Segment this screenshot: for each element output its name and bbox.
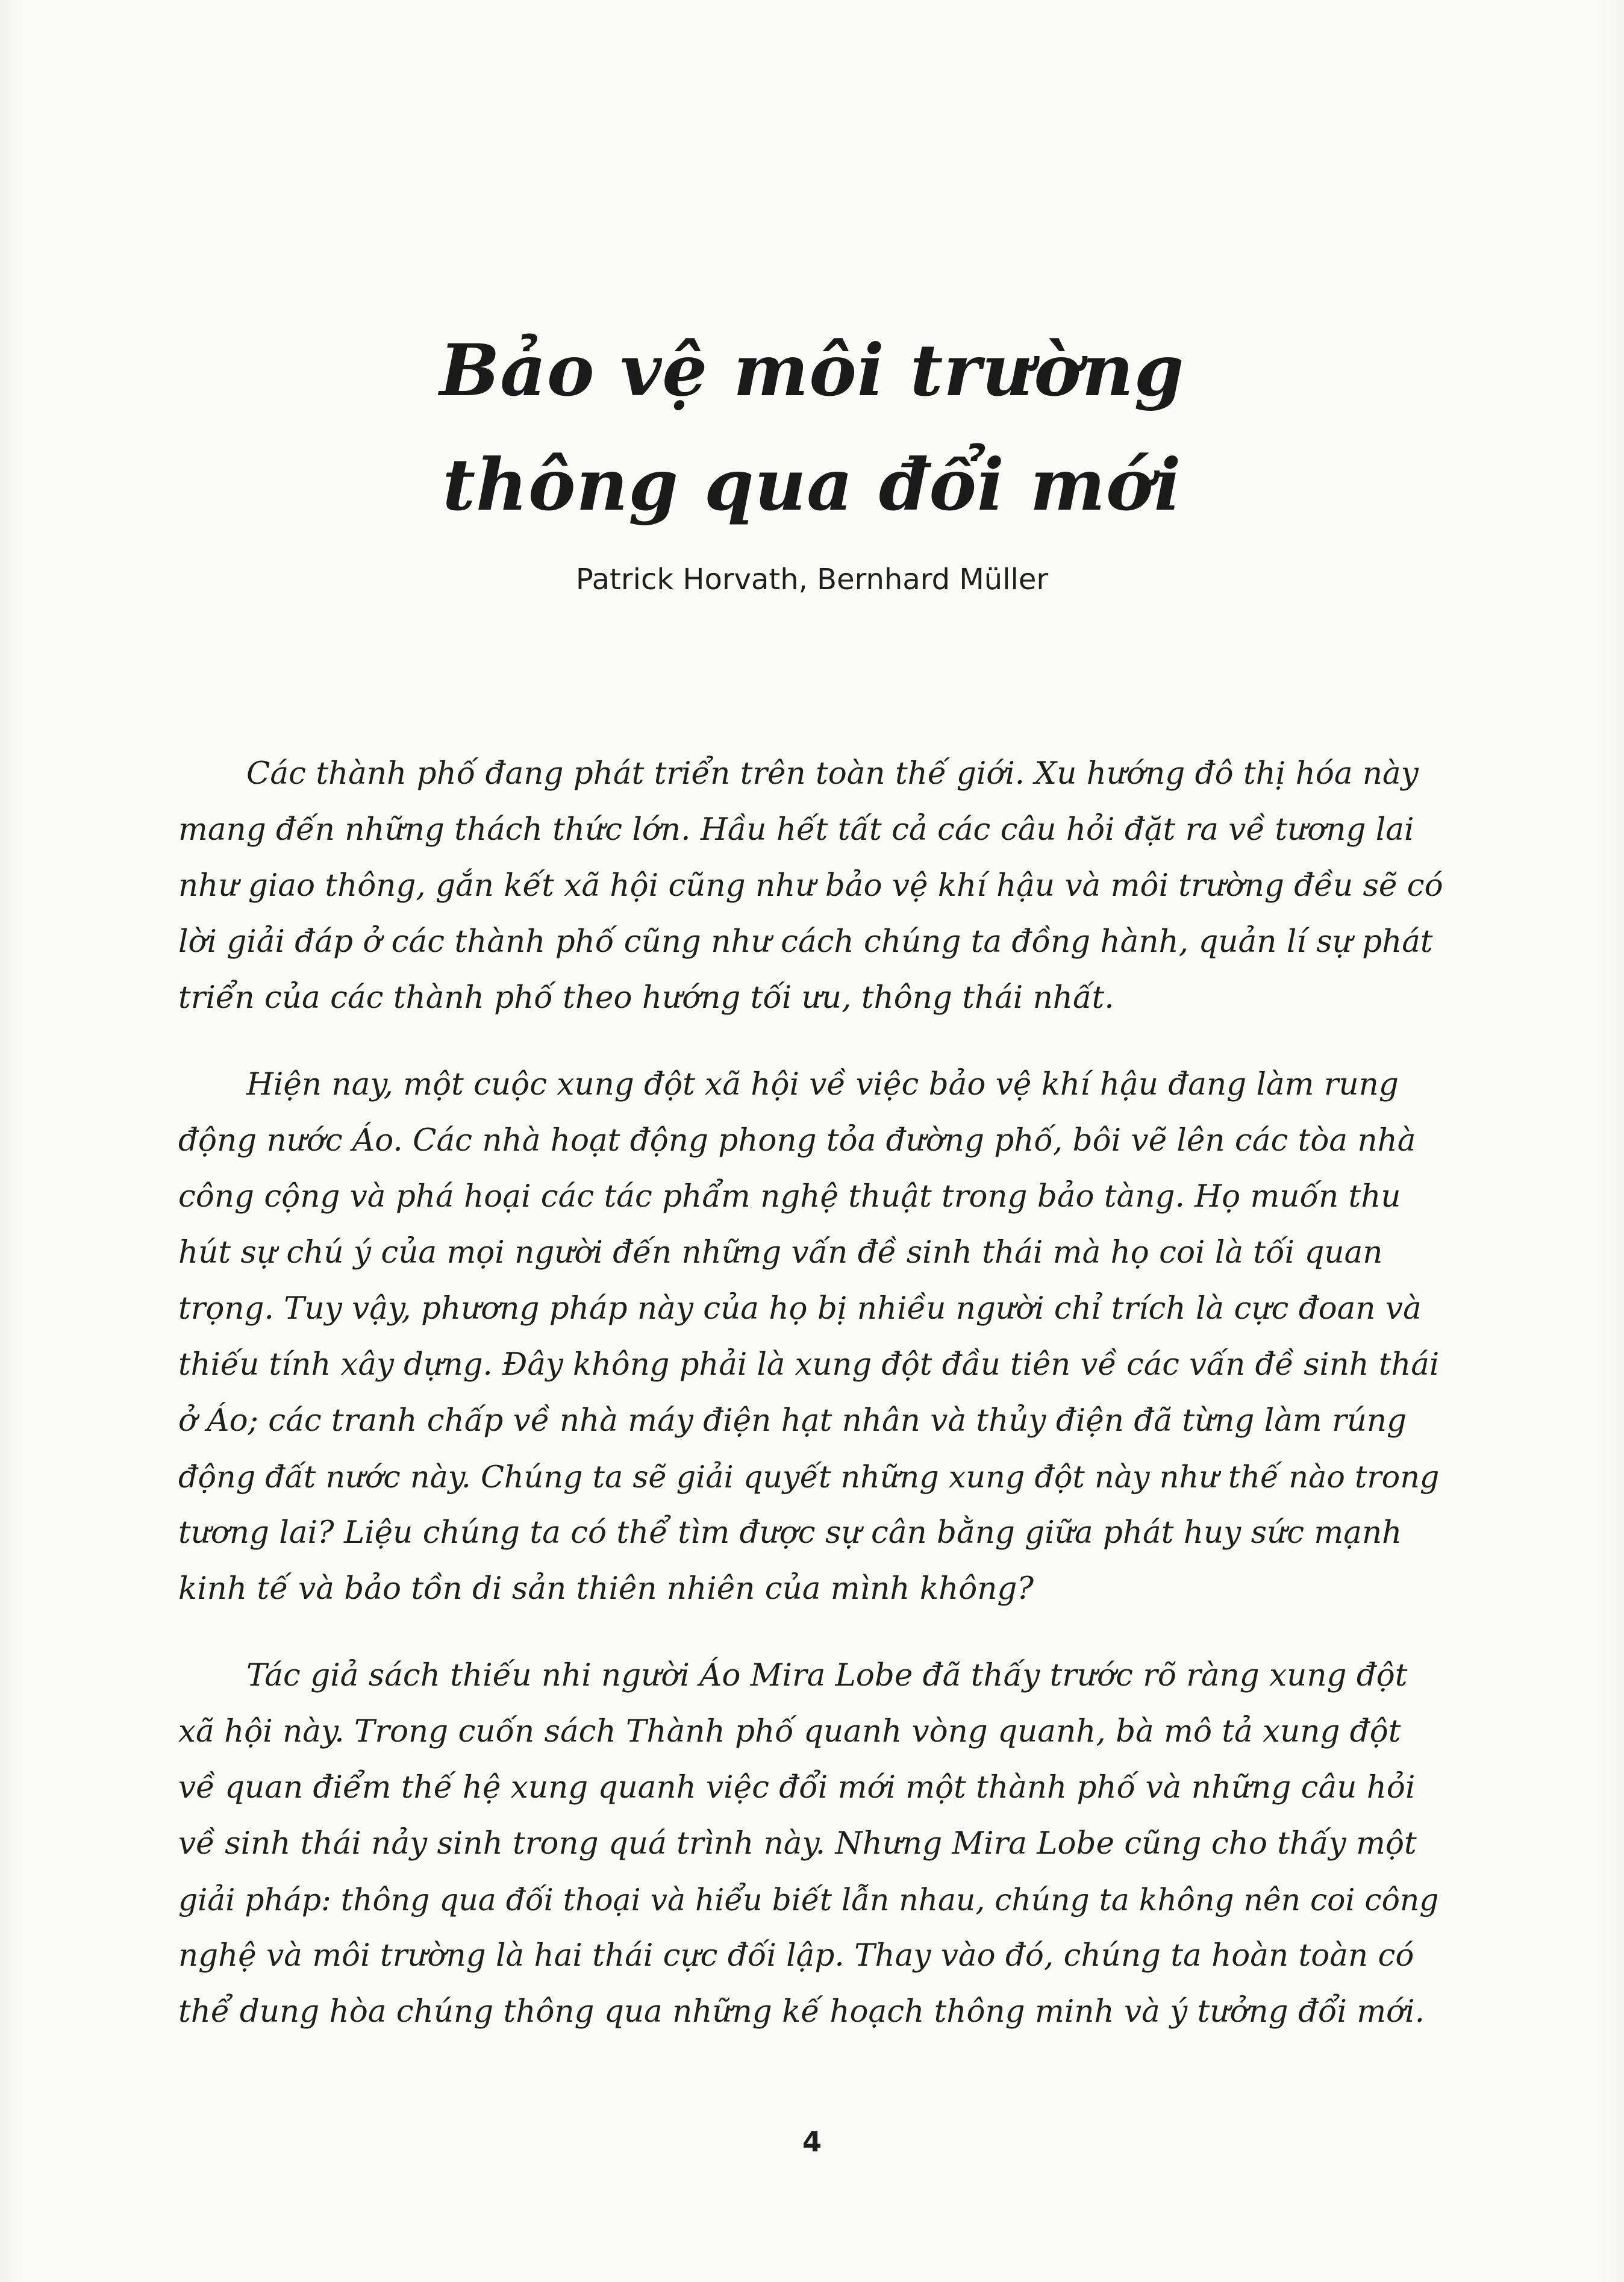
text-line: giải pháp: thông qua đối thoại và hiểu biết lẫn nhau, chúng ta không nên coi công	[178, 1882, 1439, 1918]
text-line: kinh tế và bảo tồn di sản thiên nhiên của mình không?	[178, 1571, 1034, 1607]
body-text	[178, 746, 1446, 2071]
page-number: 4	[802, 2125, 822, 2158]
chapter-title-line-1: Bảo vệ môi trường	[439, 328, 1185, 412]
text-line: nghệ và môi trường là hai thái cực đối lập. Thay vào đó, chúng ta hoàn toàn có	[178, 1937, 1414, 1974]
text-line: xã hội này. Trong cuốn sách Thành phố quanh vòng quanh, bà mô tả xung đột	[178, 1713, 1401, 1749]
text-line: Các thành phố đang phát triển trên toàn thế giới. Xu hướng đô thị hóa này	[246, 755, 1419, 792]
text-line: hút sự chú ý của mọi người đến những vấn đề sinh thái mà họ coi là tối quan	[178, 1234, 1383, 1271]
text-line: ở Áo; các tranh chấp về nhà máy điện hạt nhân và thủy điện đã từng làm rúng	[178, 1402, 1407, 1439]
paragraph-2	[178, 1057, 1446, 1617]
text-line: mang đến những thách thức lớn. Hầu hết tất cả các câu hỏi đặt ra về tương lai	[178, 811, 1414, 848]
chapter-title-line-2: thông qua đổi mới	[442, 443, 1182, 527]
text-line: thể dung hòa chúng thông qua những kế hoạch thông minh và ý tưởng đổi mới.	[178, 1993, 1425, 2030]
paragraph-1	[178, 746, 1446, 1026]
text-line: trọng. Tuy vậy, phương pháp này của họ bị nhiều người chỉ trích là cực đoan và	[178, 1290, 1422, 1327]
paragraph-3	[178, 1648, 1446, 2040]
text-line: thiếu tính xây dựng. Đây không phải là xung đột đầu tiên về các vấn đề sinh thái	[178, 1347, 1440, 1383]
text-line: động đất nước này. Chúng ta sẽ giải quyết những xung đột này như thế nào trong	[178, 1459, 1440, 1495]
text-line: về sinh thái nảy sinh trong quá trình này. Nhưng Mira Lobe cũng cho thấy một	[178, 1825, 1417, 1862]
authors: Patrick Horvath, Bernhard Müller	[575, 563, 1049, 596]
text-line: Hiện nay, một cuộc xung đột xã hội về việc bảo vệ khí hậu đang làm rung	[246, 1066, 1399, 1102]
text-line: về quan điểm thế hệ xung quanh việc đổi mới một thành phố và những câu hỏi	[178, 1769, 1416, 1805]
text-line: tương lai? Liệu chúng ta có thể tìm được sự cân bằng giữa phát huy sức mạnh	[178, 1515, 1402, 1551]
chapter-title	[0, 313, 1624, 542]
text-line: Tác giả sách thiếu nhi người Áo Mira Lobe đã thấy trước rõ ràng xung đột	[246, 1657, 1408, 1693]
text-line: như giao thông, gắn kết xã hội cũng như bảo vệ khí hậu và môi trường đều sẽ có	[178, 867, 1443, 904]
text-line: công cộng và phá hoại các tác phẩm nghệ thuật trong bảo tàng. Họ muốn thu	[178, 1178, 1401, 1214]
text-line: lời giải đáp ở các thành phố cũng như cách chúng ta đồng hành, quản lí sự phát	[178, 924, 1433, 960]
text-line: động nước Áo. Các nhà hoạt động phong tỏa đường phố, bôi vẽ lên các tòa nhà	[178, 1122, 1416, 1158]
text-line: triển của các thành phố theo hướng tối ưu, thông thái nhất.	[178, 980, 1114, 1016]
